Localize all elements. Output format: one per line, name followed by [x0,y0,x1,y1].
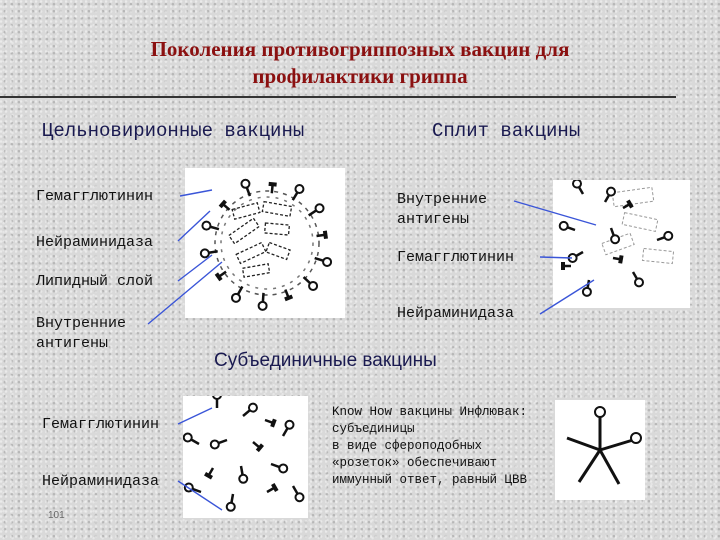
label-wv-neuraminidase: Нейраминидаза [36,234,154,251]
pointer-subunit-neuraminidase [178,481,222,510]
label-wv-lipid-layer: Липидный слой [36,273,154,290]
label-subunit-hemagglutinin: Гемагглютинин [42,416,160,433]
pointer-split-hemagglutinin [540,257,572,258]
pointer-wv-lipid-layer [178,255,212,281]
pointer-split-neuraminidase [540,280,594,314]
pointer-subunit-hemagglutinin [178,408,212,424]
heading-subunit: Субъединичные вакцины [214,350,437,371]
know-how-line3: в виде сфероподобных [332,439,483,453]
pointer-wv-neuraminidase [178,211,210,241]
heading-split: Сплит вакцины [432,120,581,142]
label-wv-internal-antigens-line2: антигены [36,335,109,352]
label-split-internal-antigens-line2: антигены [397,211,470,228]
know-how-line1: Know How вакцины Инфлювак: [332,405,528,419]
pointer-wv-hemagglutinin [180,190,212,196]
know-how-line2: субъединицы [332,422,415,436]
label-wv-hemagglutinin: Гемагглютинин [36,188,154,205]
know-how-line4: «розеток» обеспечивают [332,456,498,470]
label-subunit-neuraminidase: Нейраминидаза [42,473,160,490]
label-split-hemagglutinin: Гемагглютинин [397,249,515,266]
know-how-line5: иммунный ответ, равный ЦВВ [332,473,528,487]
page-number: 101 [48,510,65,521]
heading-whole-virion: Цельновирионные вакцины [42,120,305,142]
label-split-internal-antigens-line1: Внутренние [397,191,488,208]
pointer-split-internal-antigens [514,201,596,225]
pointer-wv-internal-antigens [148,262,222,324]
label-wv-internal-antigens-line1: Внутренние [36,315,127,332]
title-line-1: Поколения противогриппозных вакцин для [150,37,570,61]
title-line-2: профилактики гриппа [252,64,468,88]
label-split-neuraminidase: Нейраминидаза [397,305,515,322]
